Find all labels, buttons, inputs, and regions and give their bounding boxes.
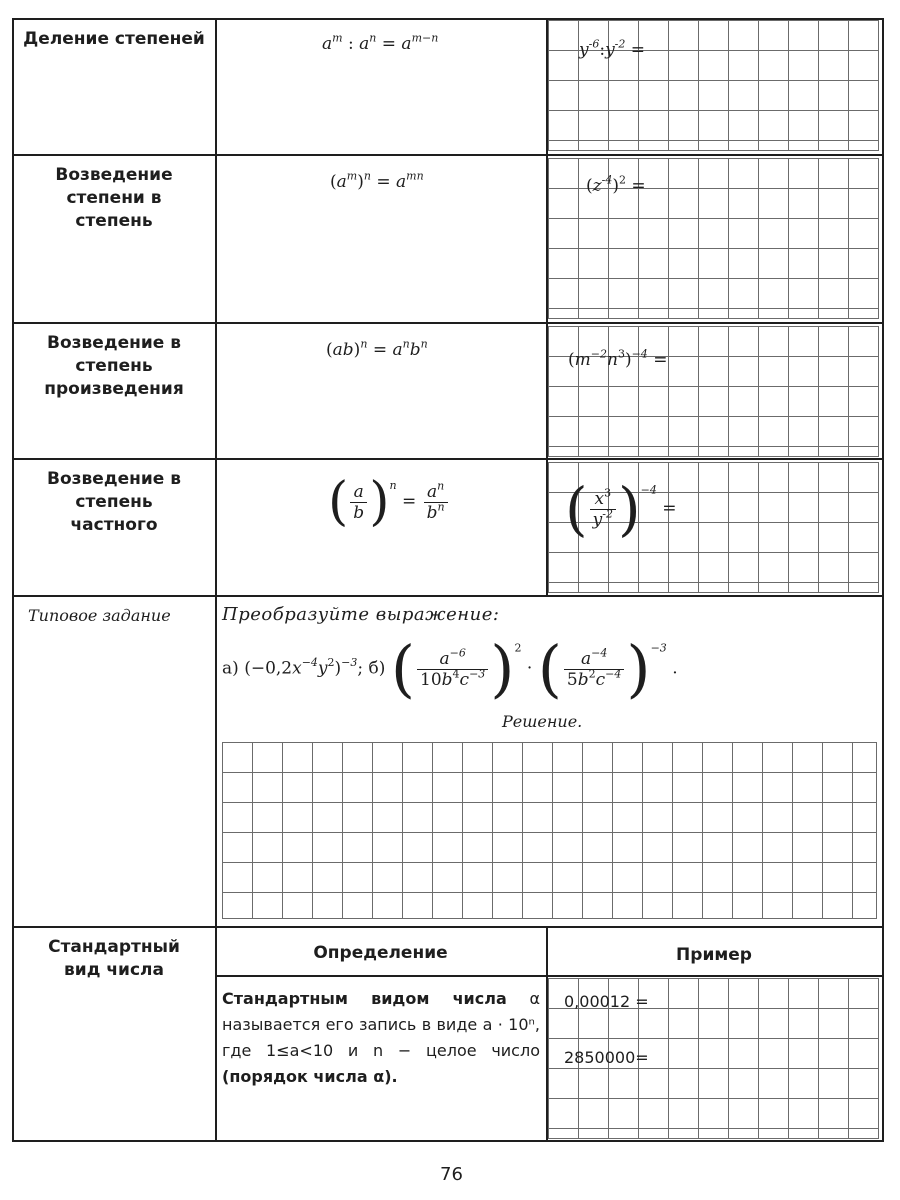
row-label-power-of-product: Возведение в степень произведения: [44, 333, 184, 399]
definition-text-1: называется его запись в виде: [222, 1015, 478, 1034]
row-label-power-of-quotient: Возведение в степень частного: [47, 469, 181, 535]
definition-text-3: число: [491, 1041, 540, 1060]
example-large-number: 2850000=: [564, 1048, 649, 1067]
definition-order: (порядок числа α).: [222, 1067, 398, 1086]
typical-task-label: Типовое задание: [28, 606, 171, 625]
formula-power-of-product: $(ab)^n = a^nb^n$: [326, 337, 428, 360]
formula-power-of-power: $(a^m)^n = a^{mn}$: [330, 169, 424, 192]
example-grid-row3: [548, 326, 879, 457]
definition-term: Стандартным видом числа: [222, 989, 507, 1008]
task-title: Преобразуйте выражение:: [222, 604, 500, 625]
formula-power-of-quotient: ( $\frac{a}{b}$ )$^n$ = $\frac{a^n}{b^n}$: [328, 476, 450, 528]
table-rule: [12, 322, 884, 324]
page-number: 76: [440, 1164, 463, 1185]
example-power-of-product: $(m^{-2}n^3)^{-4}$ =: [568, 347, 668, 370]
table-rule: [12, 1140, 884, 1142]
task-expression: а) $(-0,2x^{-4}y^2)^{-3}$; б) ( $\frac{a^{-6}}{10b^4c^{-3}}$ )$^2$ · ( $\frac{a^{-4}}{5b^2c^{-4}}$ )$^{-3}$ .: [222, 632, 678, 705]
definition-text-2: a · 10ⁿ, где 1≤a<10 и n − целое: [222, 1015, 541, 1060]
table-rule: [12, 458, 884, 460]
standard-form-label: Стандартный вид числа: [48, 937, 180, 980]
definition-header: Определение: [313, 943, 448, 963]
table-rule: [215, 975, 884, 977]
table-rule: [546, 18, 548, 596]
example-header: Пример: [676, 945, 752, 965]
alpha-symbol: α: [529, 989, 540, 1008]
table-rule: [12, 926, 884, 928]
table-rule: [12, 18, 14, 1142]
formula-division: $a^m$ : $a^n = a^{m-n}$: [322, 31, 439, 54]
table-rule: [215, 18, 217, 1142]
example-small-number: 0,00012 =: [564, 992, 649, 1011]
row-label-division: Деление степеней: [23, 29, 205, 49]
table-rule: [12, 154, 884, 156]
example-power-of-power: $(z^{-4})^2$ =: [586, 173, 646, 196]
solution-grid: [222, 742, 877, 919]
example-power-of-quotient: ( $\frac{x^3}{y^{-2}}$ )$^{-4}$ =: [565, 475, 677, 543]
table-rule: [12, 18, 884, 20]
solution-label: Решение.: [502, 712, 583, 731]
table-rule: [882, 18, 884, 1142]
standard-form-definition: [222, 986, 540, 1090]
row-label-power-of-power: Возведение степени в степень: [55, 165, 173, 231]
table-rule: [12, 595, 884, 597]
example-division: $y^{-6}:y^{-2}$ =: [579, 37, 646, 60]
